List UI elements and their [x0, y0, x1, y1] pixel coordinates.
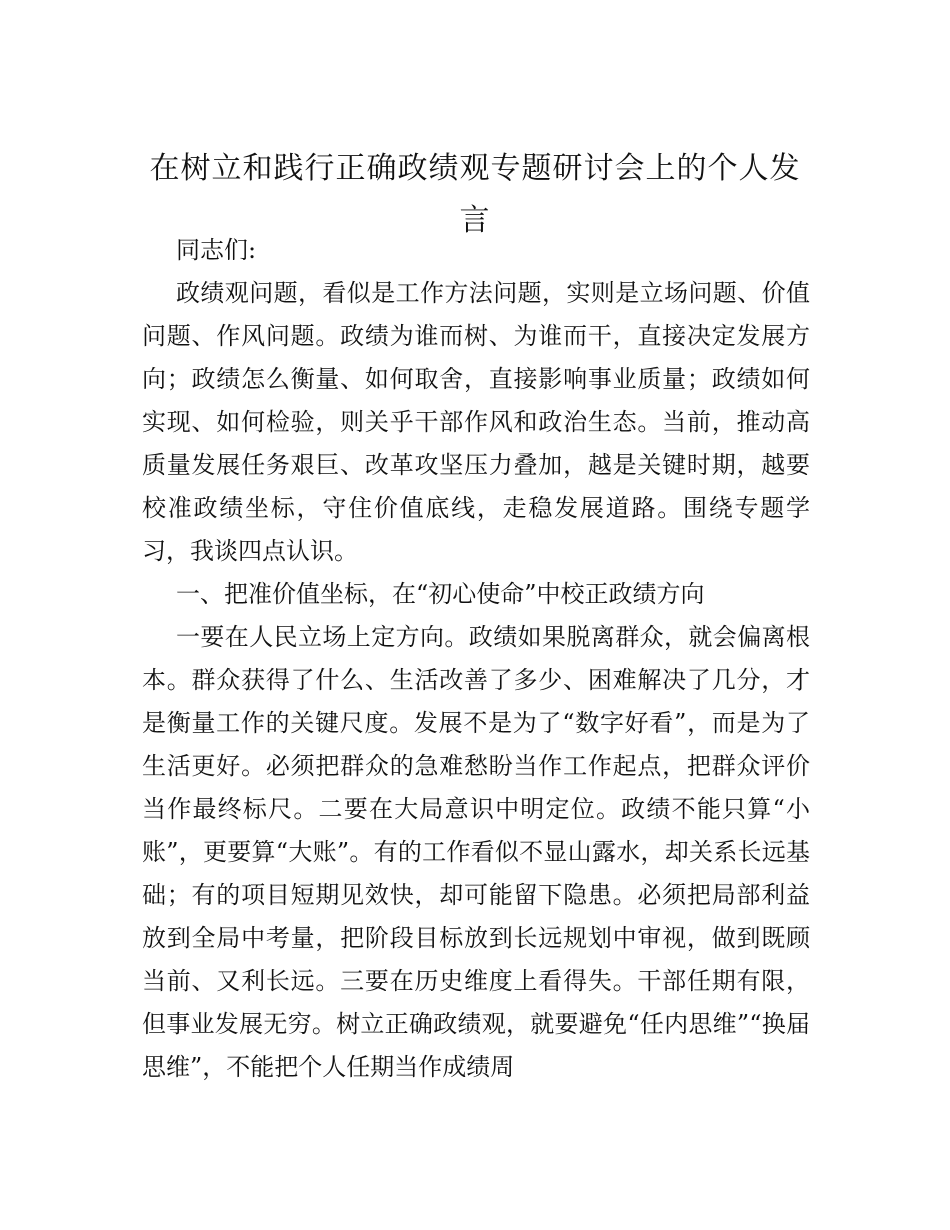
section-heading-1: 一、把准价值坐标，在“初心使命”中校正政绩方向 [176, 580, 705, 608]
document-body [142, 229, 810, 1089]
greeting: 同志们: [176, 236, 257, 264]
paragraph-section-1: 一要在人民立场上定方向。政绩如果脱离群众，就会偏离根本。群众获得了什么、生活改善了多少、困难解决了几分，才是衡量工作的关键尺度。发展不是为了“数字好看”，而是为了生活更好。必须把群众的急难愁盼当作工作起点，把群众评价当作最终标尺。二要在大局意识中明定位。政绩不能只算“小账”，更要算“大账”。有的工作看似不显山露水，却关系长远基础；有的项目短期见效快，却可能留下隐患。必须把局部利益放到全局中考量，把阶段目标放到长远规划中审视，做到既顾当前、又利长远。三要在历史维度上看得失。干部任期有限，但事业发展无穷。树立正确政绩观，就要避免“任内思维”“换届思维”，不能把个人任期当作成绩周 [142, 623, 810, 1081]
document-title: 在树立和践行正确政绩观专题研讨会上的个人发言 [149, 151, 801, 238]
paragraph-intro: 政绩观问题，看似是工作方法问题，实则是立场问题、价值问题、作风问题。政绩为谁而树、为谁而干，直接决定发展方向；政绩怎么衡量、如何取舍，直接影响事业质量；政绩如何实现、如何检验，则关乎干部作风和政治生态。当前，推动高质量发展任务艰巨、改革攻坚压力叠加，越是关键时期，越要校准政绩坐标，守住价值底线，走稳发展道路。围绕专题学习，我谈四点认识。 [142, 279, 810, 565]
